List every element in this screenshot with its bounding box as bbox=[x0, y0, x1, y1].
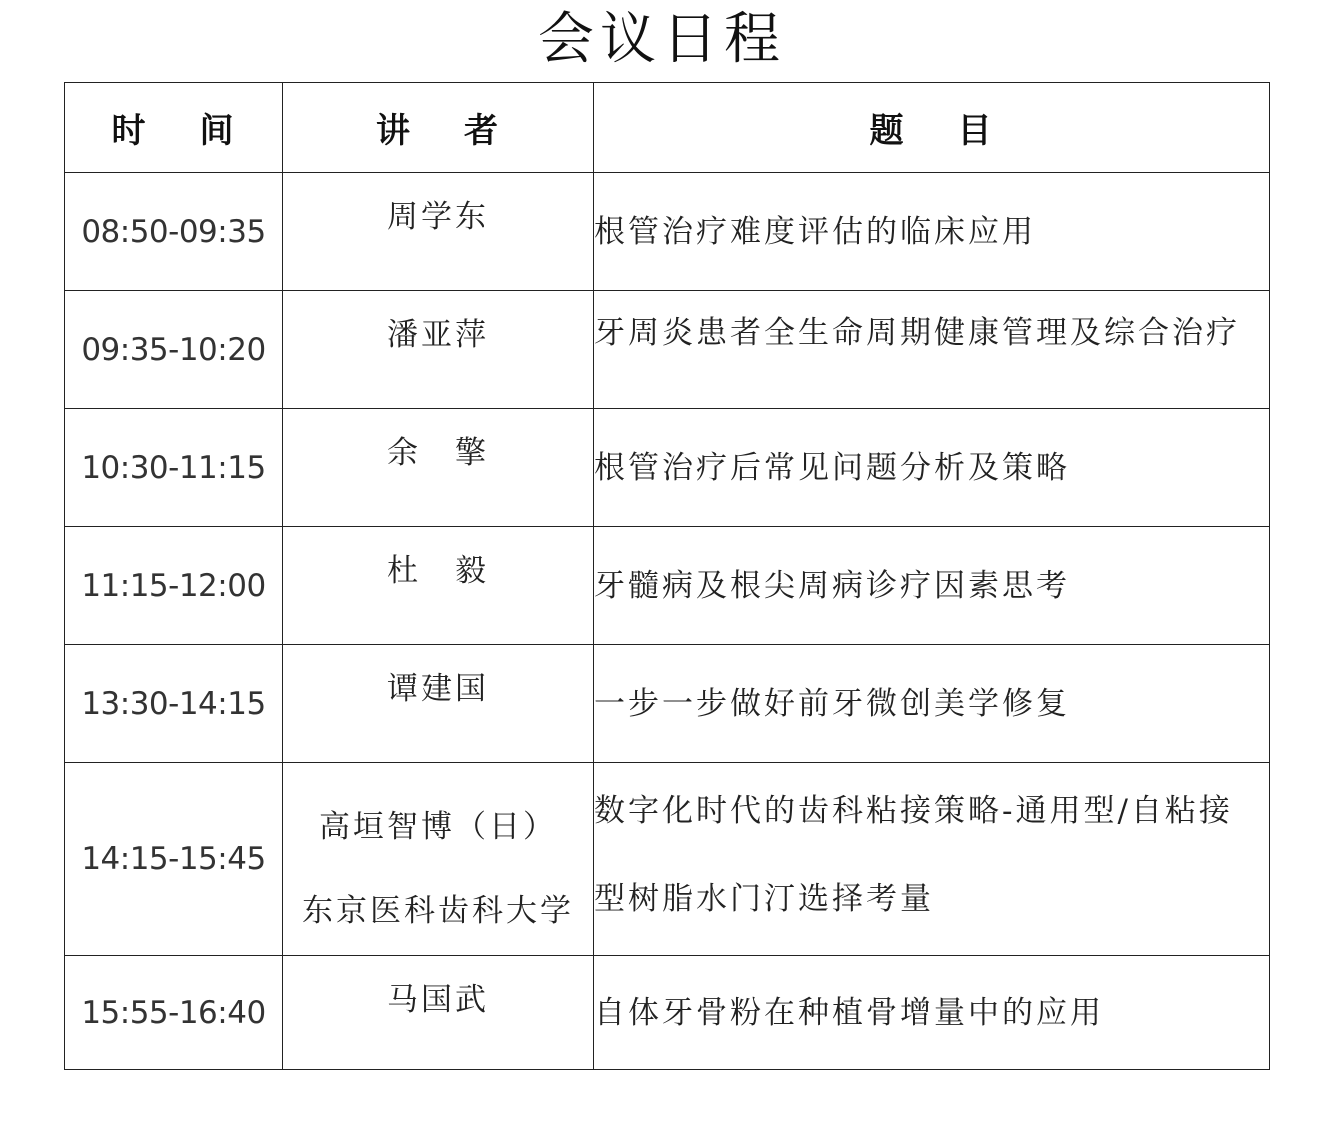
table-row bbox=[65, 763, 1270, 956]
time-cell: 09:35-10:20 bbox=[65, 291, 283, 409]
topic-cell: 根管治疗后常见问题分析及策略 bbox=[594, 409, 1270, 527]
topic-cell: 根管治疗难度评估的临床应用 bbox=[594, 173, 1270, 291]
speaker-cell bbox=[283, 527, 594, 645]
topic-cell: 牙髓病及根尖周病诊疗因素思考 bbox=[594, 527, 1270, 645]
speaker-cell bbox=[283, 409, 594, 527]
speaker-affiliation: 东京医科齿科大学 bbox=[302, 893, 574, 929]
speaker-name: 余 擎 bbox=[387, 435, 489, 471]
speaker-name: 高垣智博（日） bbox=[319, 809, 557, 845]
table-header-row bbox=[65, 83, 1270, 173]
time-cell: 15:55-16:40 bbox=[65, 956, 283, 1070]
header-topic: 题 目 bbox=[594, 83, 1270, 173]
table-row bbox=[65, 645, 1270, 763]
topic-cell: 牙周炎患者全生命周期健康管理及综合治疗 bbox=[594, 291, 1270, 409]
speaker-name: 谭建国 bbox=[387, 671, 489, 707]
page-title: 会议日程 bbox=[538, 7, 786, 72]
speaker-cell bbox=[283, 763, 594, 956]
speaker-cell bbox=[283, 291, 594, 409]
table-row bbox=[65, 291, 1270, 409]
speaker-name: 潘亚萍 bbox=[387, 317, 489, 353]
schedule-table bbox=[64, 82, 1270, 1070]
header-speaker: 讲 者 bbox=[283, 83, 594, 173]
table-row bbox=[65, 956, 1270, 1070]
topic-line: 型树脂水门汀选择考量 bbox=[594, 881, 934, 917]
topic-line: 数字化时代的齿科粘接策略-通用型/自粘接 bbox=[594, 793, 1233, 829]
time-cell: 14:15-15:45 bbox=[65, 763, 283, 956]
speaker-cell bbox=[283, 173, 594, 291]
time-cell: 11:15-12:00 bbox=[65, 527, 283, 645]
table-row bbox=[65, 409, 1270, 527]
topic-cell bbox=[594, 763, 1270, 956]
speaker-name: 马国武 bbox=[387, 982, 489, 1018]
speaker-name: 杜 毅 bbox=[387, 553, 489, 589]
speaker-name: 周学东 bbox=[387, 199, 489, 235]
time-cell: 13:30-14:15 bbox=[65, 645, 283, 763]
table-row bbox=[65, 173, 1270, 291]
time-cell: 10:30-11:15 bbox=[65, 409, 283, 527]
speaker-cell bbox=[283, 956, 594, 1070]
time-cell: 08:50-09:35 bbox=[65, 173, 283, 291]
speaker-cell bbox=[283, 645, 594, 763]
header-time: 时 间 bbox=[65, 83, 283, 173]
topic-cell: 自体牙骨粉在种植骨增量中的应用 bbox=[594, 956, 1270, 1070]
topic-cell: 一步一步做好前牙微创美学修复 bbox=[594, 645, 1270, 763]
table-row bbox=[65, 527, 1270, 645]
